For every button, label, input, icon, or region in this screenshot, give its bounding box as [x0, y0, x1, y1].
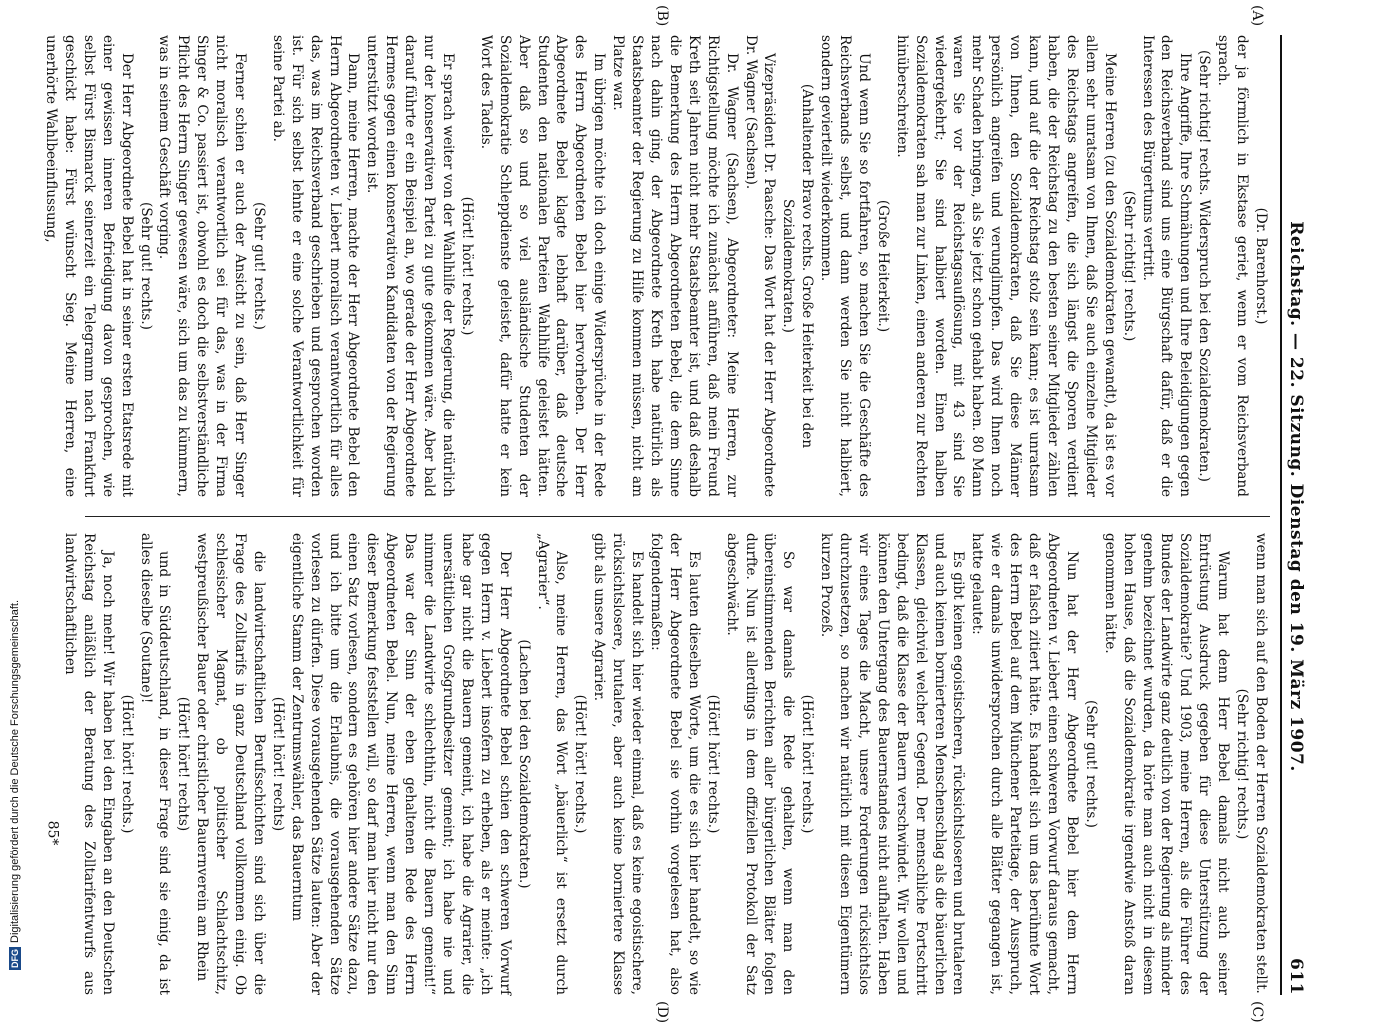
credit-text: Digitalisierung gefördert durch die Deutsche Forschungsgemeinschaft. — [9, 599, 21, 943]
interjection: (Große Heiterkeit.) — [874, 199, 891, 333]
header-title: Reichstag. — 22. Sitzung. Dienstag den 19. März 1907. — [1286, 221, 1306, 772]
sidebar-credit — [8, 600, 22, 970]
column-divider — [85, 516, 1270, 517]
paragraph: Er sprach weiter von der Wahlhilfe der Regierung, die natürlich nur der konservativen Partei zu gute gekommen wäre. Aber bald darauf führte er ein Beispiel an, wo gerade der Herr Abgeordnete Hermes gegen einen konservativen Kandidaten von der Regierung unterstützt worden ist. — [364, 35, 457, 497]
header-rule — [1280, 35, 1282, 995]
running-header — [1286, 35, 1320, 995]
paragraph: Der Herr Abgeordnete Bebel schien den schweren Vorwurf gegen Herrn v. Liebert insofern zu erheben, als er meinte: „ich habe gar nicht die Bauern gemeint, ich habe die Agrarier, die unersättlichen Großgrundbesitzer gemeint; ich habe nie und nimmer die Landwirte schlechthin, nicht die Bauern gemeint!“ Das war der Sinn der eben gehaltenen Rede des Herrn Abgeordneten Bebel. Nun, meine Herren, wenn man den Sinn dieser Bemerkung feststellen will, so darf man hier nicht nur den einen Satz vorlesen, sondern es gehören hier andere Sätze dazu, und ich bitte um die Erlaubnis, die vorausgehenden Sätze vorlesen zu dürfen. Diese vorausgehenden Sätze lauten: Aber der eigentliche Stamm der Zentrumswähler, das Bauerntum — [288, 533, 513, 995]
paragraph: Es lauten dieselben Worte, um die es sich hier handelt, so wie der Herr Abgeordnete Bebel sie vorhin vorgelesen hat, also folgendermaßen: — [648, 533, 702, 995]
paragraph: Dr. Wagner (Sachsen), Abgeordneter: Meine Herren, zur Richtigstellung möchte ich zunächst anführen, daß mein Freund Kreth seit Jahren nicht mehr Staatsbeamter ist, und daß deshalb die Bemerkung des Herrn Abgeordneten Bebel, die dem Sinne nach dahin ging, der Abgeordnete Kreth habe natürlich als Staatsbeamter der Regierung zu Hilfe kommen müssen, nicht am Platze war. — [610, 35, 740, 497]
paragraph: Ferner schien er auch der Ansicht zu sein, daß Herr Singer nicht moralisch verantwortlich sei für das, was in der Firma Singer & Co. passiert ist, obwohl es doch die selbstverständliche Pflicht des Herrn Singer gewesen wäre, sich um das zu kümmern, was in seinem Geschäft vorging. — [156, 35, 249, 497]
interjection: (Lachen bei den Sozialdemokraten.) — [515, 639, 532, 889]
right-column — [61, 533, 1270, 995]
interjection: (Hört! hört! rechts.) — [704, 694, 721, 834]
paragraph: und in Süddeutschland, in dieser Frage sind sie einig, da ist alles dieselbe (Soutane)! — [137, 533, 173, 995]
paragraph: die landwirtschaftlichen Berufsschichten sind sich über die Frage des Zolltarifs in ganz Deutschland vollkommen einig. Ob schlesischer Magnat, ob politischer Schlachtschitz, westpreußischer Bauer oder christlicher Bauernverein am Rhein — [194, 533, 267, 995]
paragraph: Im übrigen möchte ich doch einige Widersprüche in der Rede des Herrn Abgeordneten Bebel hier hervorheben. Der Herr Abgeordnete Bebel klagte lebhaft darüber, daß deutsche Studenten den nationalen Parteien Wahlhilfe geleistet hätten. Aber daß so und so viel ausländische Studenten der Sozialdemokratie Schleppdienste geleistet, dafür hatte er kein Wort des Tadels. — [477, 35, 608, 497]
interjection: (Sehr richtig! rechts. Widerspruch bei den Sozialdemokraten.) — [1196, 50, 1213, 482]
paragraph: Und wenn Sie so fortfahren, so machen Sie die Geschäfte des Reichsverbands selbst, und dann werden Sie nicht halbiert, sondern gevierteilt wiederkommen. — [818, 35, 872, 497]
paragraph: Ja, noch mehr! Wir haben bei den Eingaben an den Deutschen Reichstag anläßlich der Beratung des Zolltarifentwurfs aus landwirtschaftlichen — [61, 533, 116, 995]
paragraph: Es gibt keinen egoistischeren, rücksichtsloseren und brutaleren und auch keinen bornierteren Menschenschlag als die bäuerlichen Klassen, gleichviel welcher Gegend. Der menschliche Fortschritt bedingt, daß die Klasse der Bauern verschwindet. Wir wollen und können den Untergang des Bauernstandes nicht aufhalten. Haben wir eines Tages die Macht, unsere Forderungen rücksichtslos durchzusetzen, so machen wir natürlich mit diesen Eigentümern kurzen Prozeß. — [818, 533, 967, 995]
paragraph: wenn man sich auf den Boden der Herren Sozialdemokraten stellt. — [1253, 533, 1269, 994]
interjection: (Hört! hört! rechts) — [175, 696, 192, 832]
paragraph: Dann, meine Herren, machte der Herr Abgeordnete Bebel den Herrn Abgeordneten v. Liebert moralisch verantwortlich für alles das, was im Reichsverband geschrieben und gesprochen worden ist. Für sich selbst lehnte er eine solche Verantwortlichkeit für seine Partei ab. — [269, 35, 362, 497]
paragraph: Der Herr Abgeordnete Bebel hat in seiner ersten Etatsrede mit einer gewissen inneren Befriedigung davon gesprochen, wie selbst Fürst Bismarck seinerzeit ein Telegramm nach Frankfurt geschickt habe: Fürst wünscht Sieg. Meine Herren, eine unerhörte Wahlbeeinflussung, — [43, 35, 135, 497]
interjection: (Sehr richtig! rechts.) — [1120, 190, 1137, 342]
interjection: (Hört! hört! rechts.) — [118, 694, 135, 834]
paragraph: Also, meine Herren, das Wort „bäuerlich“ ist ersetzt durch „Agrarier“. — [534, 533, 570, 995]
interjection: (Sehr gut! rechts.) — [1082, 700, 1099, 828]
interjection: (Dr. Barenhorst.) — [1253, 207, 1269, 325]
interjection: (Hört! hört! rechts.) — [458, 196, 475, 336]
interjection: (Sehr richtig! rechts.) — [1234, 688, 1251, 840]
margin-mark-a: (A) — [1249, 5, 1265, 27]
interjection: (Hört! hört! rechts) — [269, 696, 286, 832]
paragraph: Meine Herren (zu den Sozialdemokraten gewandt), da ist es vor allem sehr unratsam von Ihnen, daß Sie auch einzelne Mitglieder des Reichstags angreifen, die sich längst die Sporen verdient haben, die der Reichstag zu den besten seiner Mitglieder zählen kann, und auf die der Reichstag stolz sein kann; es ist unratsam von Ihnen, den Sozialdemokraten, daß Sie diese Männer persönlich angreifen und verunglimpfen. Das wird Ihnen noch mehr Schaden bringen, als Sie jetzt schon gehabt haben. 80 Mann waren Sie vor der Reichstagsauflösung, mit 43 sind Sie wiedergekehrt; Sie sind halbiert worden. Einen halben Sozialdemokraten sah man zur Linken, einen anderen zur Rechten hinüberschreiten. — [893, 35, 1118, 497]
margin-mark-d: (D) — [654, 1001, 670, 1023]
paragraph: So war damals die Rede gehalten, wenn man den übereinstimmenden Berichten aller bürgerlichen Blätter folgen durfte. Nun ist allerdings in dem offiziellen Protokoll der Satz abgeschwächt. — [723, 533, 797, 995]
paragraph: Warum hat denn Herr Bebel damals nicht auch seiner Entrüstung Ausdruck gegeben für diese Unterstützung der Sozialdemokratie? Und 1903, meine Herren, als die Führer des Bundes der Landwirte ganz deutlich von der Regierung als minder genehm bezeichnet wurden, da hörte man auch nicht in diesem hohen Hause, daß die Sozialdemokratie irgendwie Anstoß daran genommen hätte. — [1101, 533, 1232, 995]
paragraph: der ja förmlich in Ekstase geriet, wenn er vom Reichsverband sprach. — [1215, 35, 1251, 497]
paragraph: Ihre Angriffe, Ihre Schmähungen und Ihre Beleidigungen gegen den Reichsverband sind uns eine Bürgschaft dafür, daß er die Interessen des Bürgertums vertritt. — [1139, 35, 1194, 497]
interjection: (Hört! hört! rechts.) — [799, 694, 816, 834]
left-column — [43, 35, 1270, 497]
interjection: (Anhaltender Bravo rechts. Große Heiterkeit bei den Sozialdemokraten.) — [780, 83, 816, 449]
interjection: (Sehr gut! rechts.) — [137, 202, 154, 330]
margin-mark-b: (B) — [654, 5, 670, 27]
dfg-logo: DFG — [10, 949, 20, 968]
interjection: (Sehr gut! rechts.) — [250, 202, 267, 330]
paragraph: Es handelt sich hier wieder einmal, daß es keine egoistischere, rücksichtslosere, brutalere, aber auch keine borniertere Klasse gibt als unsere Agrarier. — [591, 533, 646, 995]
sheet-signature: 85* — [44, 820, 61, 846]
margin-mark-c: (C) — [1249, 1001, 1265, 1023]
interjection: (Hört! hört! rechts.) — [572, 694, 589, 834]
header-page-number: 611 — [1286, 958, 1306, 995]
paragraph: Vizepräsident Dr. Paasche: Das Wort hat der Herr Abgeordnete Dr. Wagner (Sachsen). — [742, 35, 778, 497]
paragraph: Nun hat der Herr Abgeordnete Bebel hier dem Herrn Abgeordneten v. Liebert einen schweren Vorwurf daraus gemacht, daß er falsch zitiert hätte. Es handelt sich um das berühmte Wort des Herrn Bebel auf dem Münchener Parteitage, der Ausspruch, wie er damals unwidersprochen durch alle Blätter gegangen ist, hatte gelautet: — [969, 533, 1080, 995]
